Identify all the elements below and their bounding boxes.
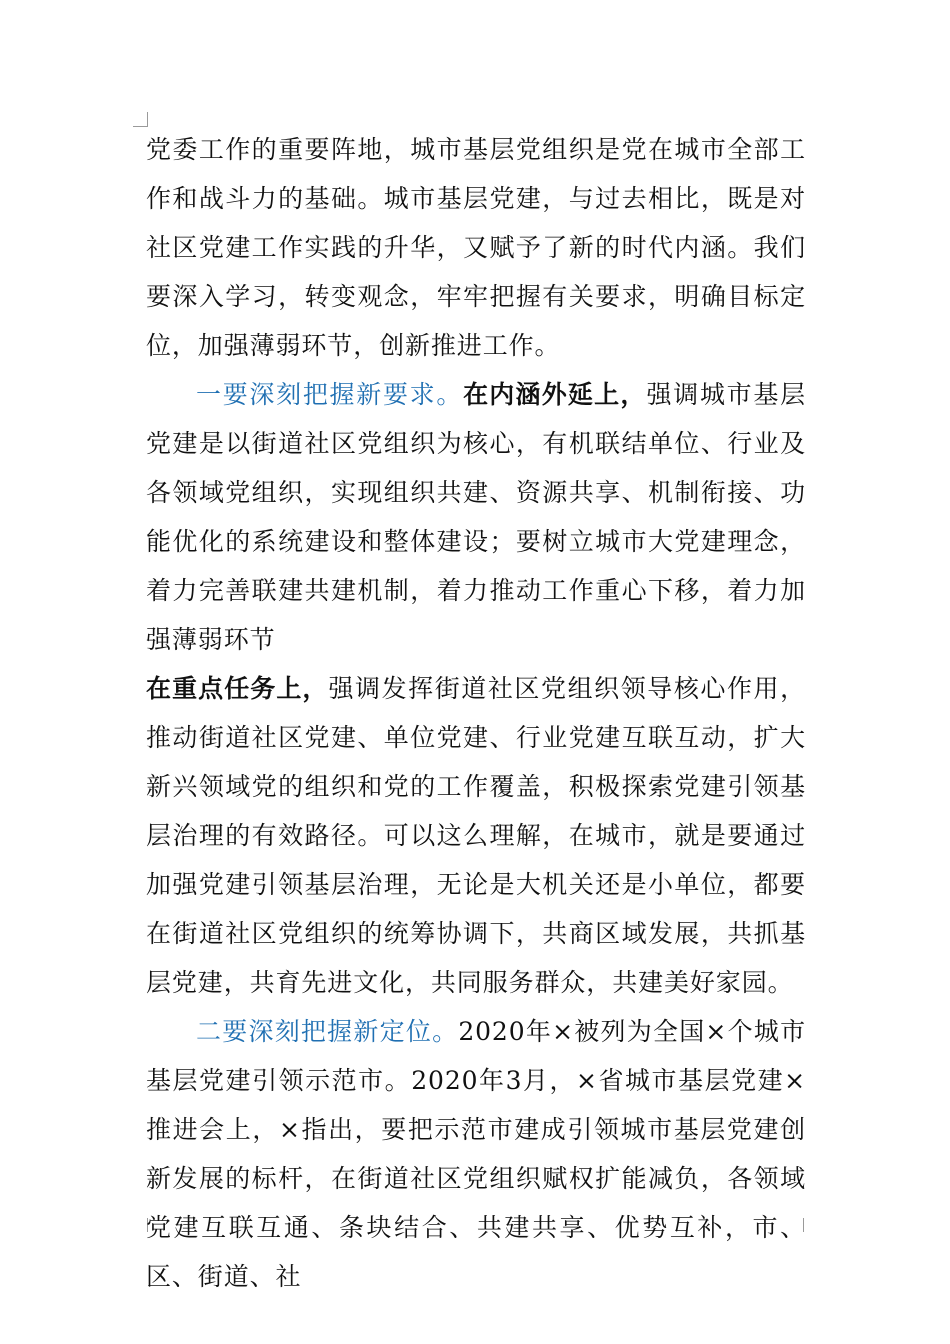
bold-lead-key-tasks: 在重点任务上， bbox=[146, 674, 329, 703]
document-page bbox=[146, 125, 806, 1301]
paragraph-3 bbox=[146, 1007, 806, 1301]
paragraph-3-text: 2020年×被列为全国×个城市基层党建引领示范市。2020年3月，×省城市基层党建×推进会上，×指出，要把示范市建成引领城市基层党建创新发展的标杆，在街道社区党组织赋权扩能减负，各领域党建互联互通、条块结合、共建共享、优势互补，市、区、街道、社 bbox=[146, 1017, 806, 1291]
paragraph-2-text-1: 强调城市基层党建是以街道社区党组织为核心，有机联结单位、行业及各领域党组织，实现组织共建、资源共享、机制衔接、功能优化的系统建设和整体建设；要树立城市大党建理念，着力完善联建共建机制，着力推动工作重心下移，着力加强薄弱环节 bbox=[146, 380, 806, 654]
paragraph-1 bbox=[146, 125, 806, 370]
section-heading-new-positioning: 二要深刻把握新定位。 bbox=[196, 1017, 459, 1046]
section-heading-new-requirements: 一要深刻把握新要求。 bbox=[196, 380, 464, 409]
paragraph-2-text-2: 强调发挥街道社区党组织领导核心作用，推动街道社区党建、单位党建、行业党建互联互动，扩大新兴领域党的组织和党的工作覆盖，积极探索党建引领基层治理的有效路径。可以这么理解，在城市，就是要通过加强党建引领基层治理，无论是大机关还是小单位，都要在街道社区党组织的统筹协调下，共商区域发展，共抓基层党建，共育先进文化，共同服务群众，共建美好家园。 bbox=[146, 674, 806, 997]
paragraph-1-text: 党委工作的重要阵地，城市基层党组织是党在城市全部工作和战斗力的基础。城市基层党建，与过去相比，既是对社区党建工作实践的升华，又赋予了新的时代内涵。我们要深入学习，转变观念，牢牢把握有关要求，明确目标定位，加强薄弱环节，创新推进工作。 bbox=[146, 135, 806, 360]
bold-lead-connotation: 在内涵外延上， bbox=[463, 380, 647, 409]
paragraph-2 bbox=[146, 370, 806, 1007]
